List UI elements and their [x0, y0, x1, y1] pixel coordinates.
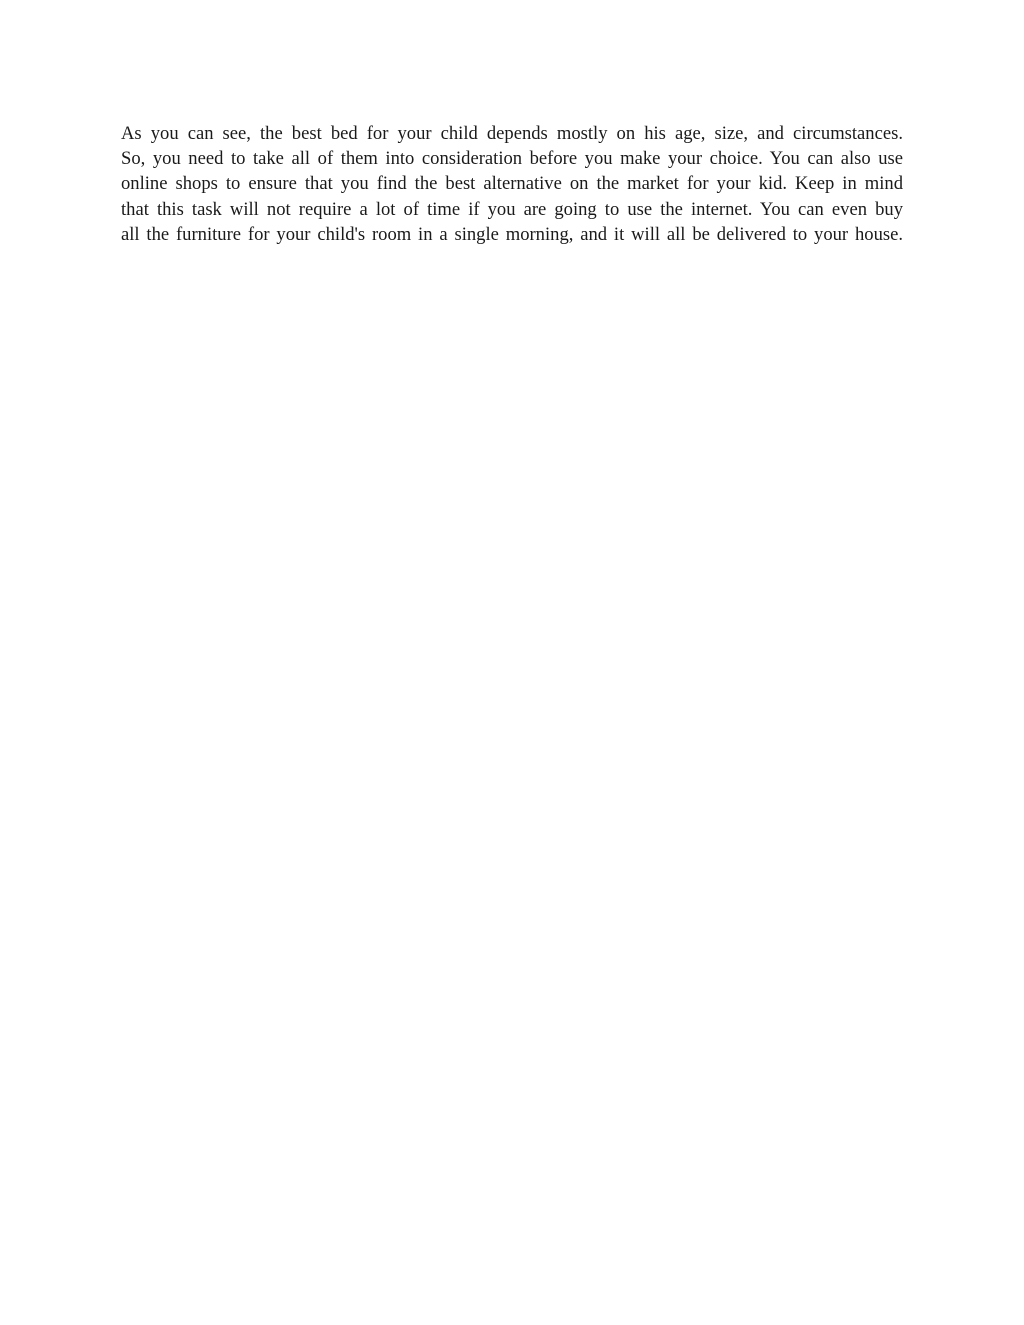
paragraph-line: So, you need to take all of them into consideration before you make your choice. You can also use — [121, 148, 903, 170]
paragraph-line: all the furniture for your child's room in a single morning, and it will all be delivered to your house. — [121, 223, 903, 245]
paragraph-line: online shops to ensure that you find the best alternative on the market for your kid. Keep in mind — [121, 173, 903, 195]
paragraph-line: that this task will not require a lot of time if you are going to use the internet. You can even buy — [121, 198, 903, 220]
paragraph-line: As you can see, the best bed for your child depends mostly on his age, size, and circumstances. — [121, 123, 903, 144]
body-paragraph — [121, 121, 903, 247]
